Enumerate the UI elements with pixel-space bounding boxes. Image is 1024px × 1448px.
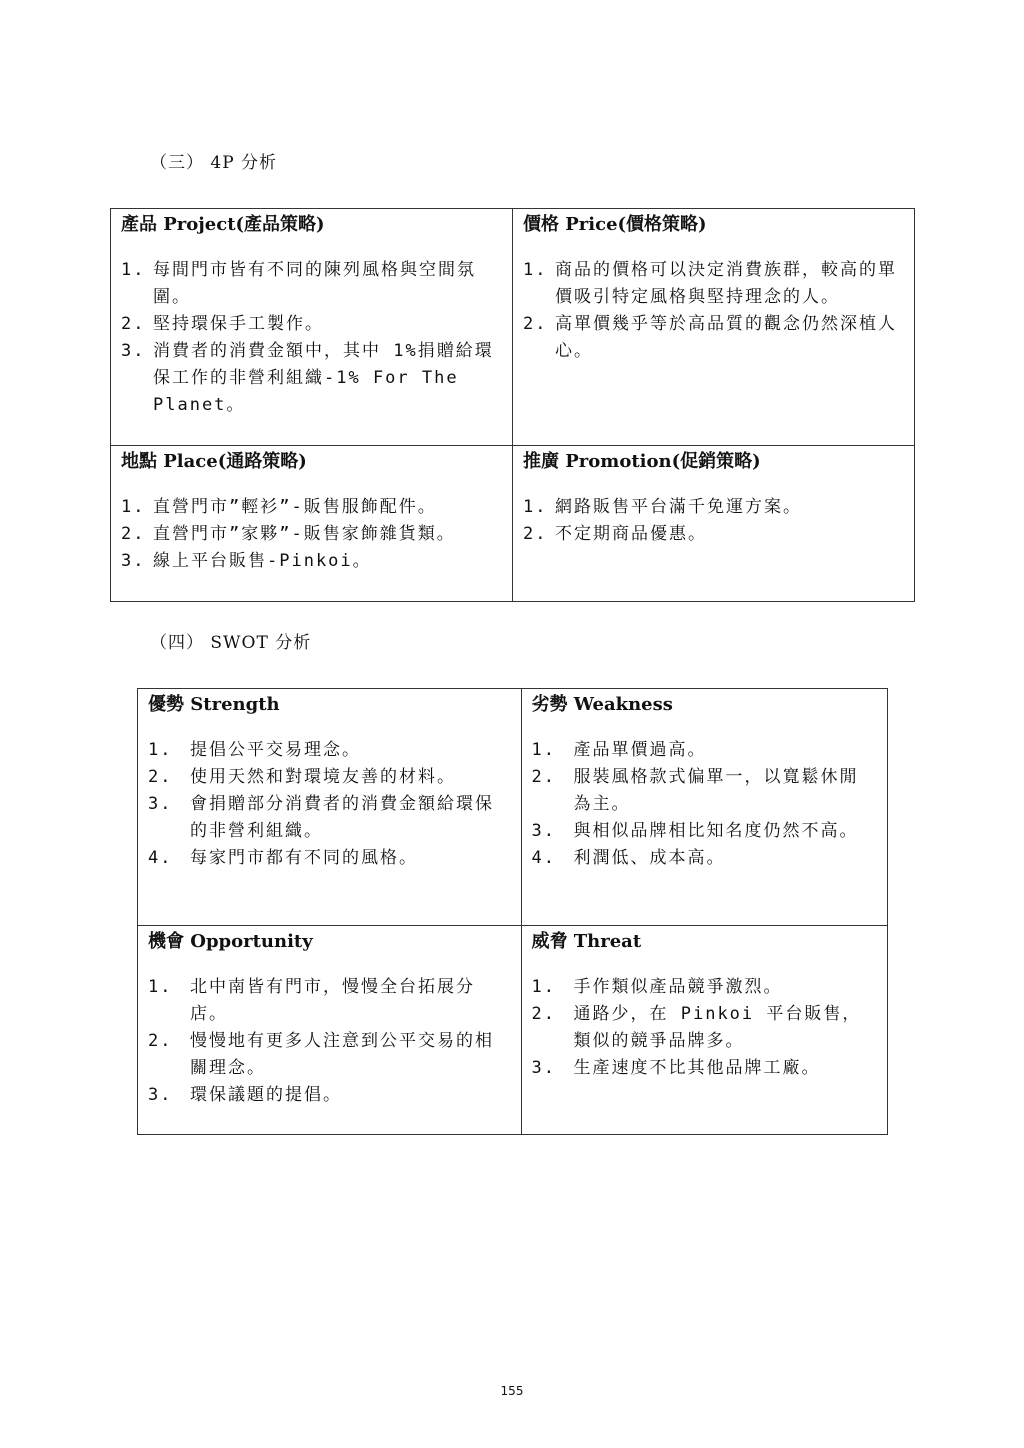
product-list: [111, 257, 512, 419]
place-list: [111, 494, 512, 575]
item-text: 高單價幾乎等於高品質的觀念仍然深植人心。: [555, 314, 897, 361]
list-item: [513, 494, 914, 521]
item-text: 不定期商品優惠。: [555, 524, 707, 544]
item-number: 3.: [531, 821, 556, 841]
swot-table: [137, 688, 888, 1135]
opportunity-list: [138, 974, 521, 1109]
item-number: 1.: [121, 260, 146, 280]
item-text: 線上平台販售-Pinkoi。: [153, 551, 372, 571]
item-number: 3.: [121, 341, 146, 361]
item-number: 2.: [121, 314, 146, 334]
list-item: [111, 494, 512, 521]
item-text: 消費者的消費金額中，其中 1%捐贈給環保工作的非營利組織-1% For The Planet。: [153, 341, 494, 415]
item-number: 1.: [523, 497, 548, 517]
weakness-list: [522, 737, 888, 872]
list-item: [111, 338, 512, 419]
item-number: 1.: [531, 740, 556, 760]
list-item: [111, 521, 512, 548]
item-number: 1.: [121, 497, 146, 517]
item-text: 會捐贈部分消費者的消費金額給環保的非營利組織。: [190, 794, 494, 841]
item-number: 2.: [148, 1031, 173, 1051]
list-item: [522, 764, 888, 818]
list-item: [522, 1001, 888, 1055]
price-list: [513, 257, 914, 365]
item-number: 4.: [148, 848, 173, 868]
list-item: [522, 974, 888, 1001]
item-number: 1.: [523, 260, 548, 280]
item-text: 每家門市都有不同的風格。: [190, 848, 418, 868]
strength-list: [138, 737, 521, 872]
item-number: 2.: [523, 314, 548, 334]
item-number: 2.: [121, 524, 146, 544]
product-title: 產品 Project(產品策略): [121, 214, 325, 235]
list-item: [513, 311, 914, 365]
list-item: [138, 764, 521, 791]
item-text: 產品單價過高。: [573, 740, 707, 760]
list-item: [138, 737, 521, 764]
list-item: [138, 845, 521, 872]
item-number: 4.: [531, 848, 556, 868]
item-number: 2.: [531, 1004, 556, 1024]
place-title: 地點 Place(通路策略): [121, 451, 307, 472]
item-text: 使用天然和對環境友善的材料。: [190, 767, 456, 787]
item-number: 2.: [148, 767, 173, 787]
list-item: [522, 845, 888, 872]
list-item: [111, 257, 512, 311]
section-heading-4p: （三） 4P 分析: [150, 153, 278, 173]
strength-title: 優勢 Strength: [148, 694, 280, 715]
threat-cell: [521, 926, 888, 1135]
item-text: 直營門市”家夥”-販售家飾雜貨類。: [153, 524, 456, 544]
threat-title: 威脅 Threat: [531, 931, 642, 952]
strength-cell: [138, 689, 522, 926]
place-cell: [111, 446, 513, 602]
threat-list: [522, 974, 888, 1082]
item-text: 服裝風格款式偏單一，以寬鬆休閒為主。: [573, 767, 859, 814]
weakness-cell: [521, 689, 888, 926]
promotion-title: 推廣 Promotion(促銷策略): [523, 451, 761, 472]
product-cell: [111, 209, 513, 446]
item-text: 直營門市”輕衫”-販售服飾配件。: [153, 497, 437, 517]
list-item: [111, 311, 512, 338]
item-text: 堅持環保手工製作。: [153, 314, 324, 334]
item-number: 3.: [148, 1085, 173, 1105]
item-number: 3.: [148, 794, 173, 814]
promotion-list: [513, 494, 914, 548]
item-number: 1.: [148, 977, 173, 997]
list-item: [138, 1028, 521, 1082]
item-text: 生產速度不比其他品牌工廠。: [573, 1058, 821, 1078]
item-text: 環保議題的提倡。: [190, 1085, 342, 1105]
four-p-table: [110, 208, 915, 602]
weakness-title: 劣勢 Weakness: [531, 694, 673, 715]
item-text: 提倡公平交易理念。: [190, 740, 361, 760]
promotion-cell: [513, 446, 915, 602]
item-text: 通路少，在 Pinkoi 平台販售，類似的競爭品牌多。: [573, 1004, 862, 1051]
list-item: [138, 1082, 521, 1109]
item-number: 1.: [148, 740, 173, 760]
item-text: 北中南皆有門市，慢慢全台拓展分店。: [190, 977, 475, 1024]
opportunity-cell: [138, 926, 522, 1135]
item-text: 慢慢地有更多人注意到公平交易的相關理念。: [190, 1031, 494, 1078]
item-text: 與相似品牌相比知名度仍然不高。: [573, 821, 859, 841]
list-item: [138, 974, 521, 1028]
list-item: [111, 548, 512, 575]
item-number: 3.: [121, 551, 146, 571]
item-text: 利潤低、成本高。: [573, 848, 726, 868]
item-number: 2.: [531, 767, 556, 787]
list-item: [138, 791, 521, 845]
page-number: 155: [500, 1384, 524, 1398]
item-text: 手作類似產品競爭激烈。: [573, 977, 783, 997]
list-item: [513, 521, 914, 548]
item-number: 2.: [523, 524, 548, 544]
list-item: [522, 1055, 888, 1082]
item-number: 3.: [531, 1058, 556, 1078]
section-heading-swot: （四） SWOT 分析: [150, 633, 312, 653]
list-item: [522, 818, 888, 845]
item-text: 網路販售平台滿千免運方案。: [555, 497, 802, 517]
price-title: 價格 Price(價格策略): [523, 214, 707, 235]
list-item: [513, 257, 914, 311]
opportunity-title: 機會 Opportunity: [148, 931, 313, 952]
list-item: [522, 737, 888, 764]
item-number: 1.: [531, 977, 556, 997]
price-cell: [513, 209, 915, 446]
item-text: 商品的價格可以決定消費族群，較高的單價吸引特定風格與堅持理念的人。: [555, 260, 897, 307]
item-text: 每間門市皆有不同的陳列風格與空間氛圍。: [153, 260, 476, 307]
